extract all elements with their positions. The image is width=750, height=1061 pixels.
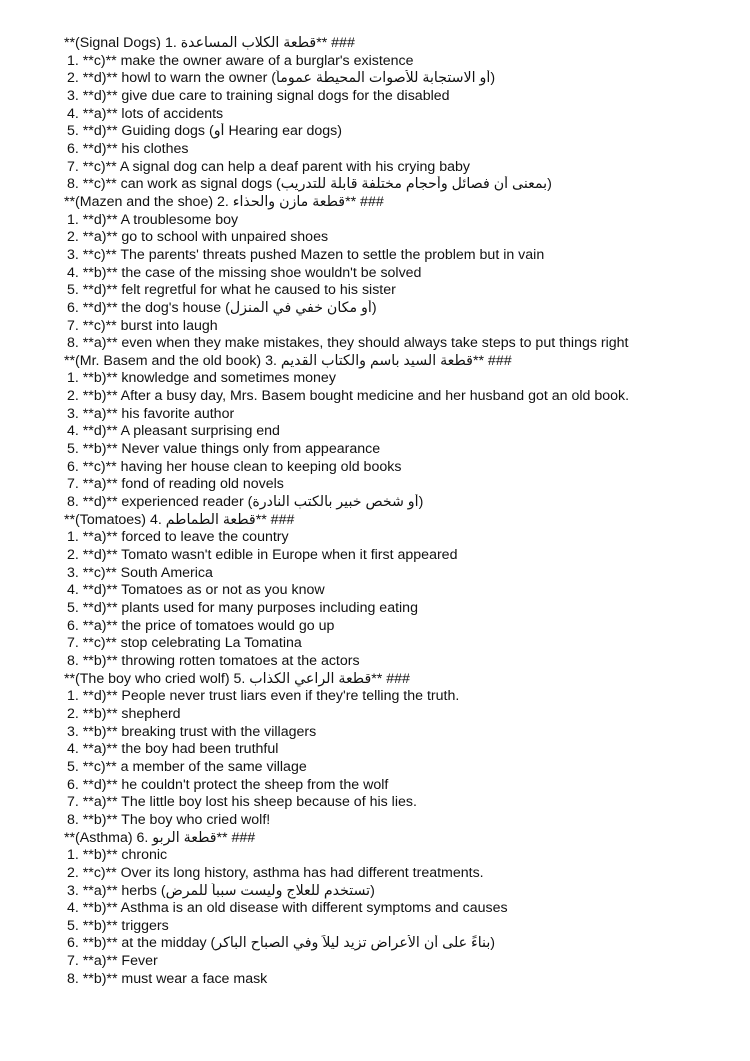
section-6 — [64, 830, 750, 989]
answer-item: 4. **b)** Asthma is an old disease with different symptoms and causes — [67, 900, 508, 917]
answer-item: 3. **b)** breaking trust with the villagers — [67, 723, 317, 740]
answer-item: 5. **d)** plants used for many purposes including eating — [67, 600, 418, 616]
answer-item: 2. **b)** shepherd — [67, 705, 181, 722]
answer-item: 4. **d)** Tomatoes as or not as you know — [67, 582, 325, 599]
answer-item: 3. **a)** herbs (تستخدم للعلاج وليست سبباً للمرض) — [67, 882, 375, 899]
answer-item: 7. **c)** stop celebrating La Tomatina — [67, 635, 302, 652]
answer-item: 7. **a)** Fever — [67, 953, 158, 970]
answer-item: 4. **b)** the case of the missing shoe wouldn't be solved — [67, 264, 422, 281]
answer-item: 5. **d)** Guiding dogs (أو Hearing ear dogs) — [67, 123, 343, 140]
section-heading: **(Mr. Basem and the old book) قطعة السيد باسم والكتاب القديم .3** ### — [64, 352, 512, 369]
answer-item: 5. **c)** a member of the same village — [67, 758, 307, 775]
answer-item: 2. **d)** howl to warn the owner (أو الاستجابة للأصوات المحيطة عموماً) — [67, 70, 496, 87]
answer-item: 5. **b)** Never value things only from appearance — [67, 441, 381, 458]
answer-item: 2. **a)** go to school with unpaired shoes — [67, 229, 329, 246]
answer-item: 3. **c)** South America — [67, 564, 213, 581]
section-heading: **(The boy who cried wolf) قطعة الراعي الكذاب .5** ### — [64, 670, 410, 687]
answer-item: 6. **d)** his clothes — [67, 140, 189, 157]
answer-item: 8. **b)** The boy who cried wolf! — [67, 811, 271, 828]
section-heading: **(Signal Dogs) قطعة الكلاب المساعدة .1** ### — [64, 35, 355, 51]
section-2 — [64, 194, 750, 353]
answer-item: 8. **a)** even when they make mistakes, they should always take steps to put things right — [67, 335, 629, 352]
answer-item: 6. **b)** at the midday (بناءً على أن الأعراض تزيد ليلاً وفي الصباح الباكر) — [67, 935, 496, 952]
section-1 — [64, 35, 750, 194]
answer-item: 1. **b)** knowledge and sometimes money — [67, 370, 336, 387]
answer-item: 3. **a)** his favorite author — [67, 405, 235, 422]
answer-item: 7. **a)** The little boy lost his sheep because of his lies. — [67, 794, 417, 811]
answer-item: 7. **a)** fond of reading old novels — [67, 476, 284, 493]
answer-item: 1. **c)** make the owner aware of a burglar's existence — [67, 52, 414, 69]
answer-item: 7. **c)** A signal dog can help a deaf parent with his crying baby — [67, 158, 471, 175]
answer-item: 4. **a)** lots of accidents — [67, 105, 224, 122]
answer-item: 6. **c)** having her house clean to keeping old books — [67, 458, 402, 475]
answer-item: 8. **b)** throwing rotten tomatoes at the actors — [67, 652, 360, 669]
answer-item: 2. **c)** Over its long history, asthma has had different treatments. — [67, 864, 484, 881]
answer-item: 4. **a)** the boy had been truthful — [67, 741, 279, 758]
section-heading: **(Mazen and the shoe) قطعة مازن والحذاء .2** ### — [64, 193, 384, 210]
answer-item: 6. **d)** the dog's house (أو مكان خفي في المنزل) — [67, 299, 377, 316]
answer-item: 5. **b)** triggers — [67, 917, 169, 934]
answer-item: 8. **b)** must wear a face mask — [67, 970, 268, 987]
answer-item: 1. **a)** forced to leave the country — [67, 529, 289, 546]
answer-item: 1. **b)** chronic — [67, 847, 168, 864]
section-heading: **(Asthma) قطعة الربو .6** ### — [64, 829, 256, 846]
section-3 — [64, 353, 750, 512]
answer-item: 8. **c)** can work as signal dogs (بمعنى أن فصائل وأحجام مختلفة قابلة للتدريب) — [67, 176, 552, 193]
answer-item: 3. **d)** give due care to training signal dogs for the disabled — [67, 87, 450, 104]
answer-item: 2. **b)** After a busy day, Mrs. Basem bought medicine and her husband got an old book. — [67, 388, 630, 405]
answer-item: 2. **d)** Tomato wasn't edible in Europe when it first appeared — [67, 547, 458, 564]
answer-item: 7. **c)** burst into laugh — [67, 317, 218, 334]
answer-item: 6. **a)** the price of tomatoes would go up — [67, 617, 335, 634]
section-4 — [64, 512, 750, 671]
answer-item: 5. **d)** felt regretful for what he caused to his sister — [67, 282, 396, 299]
answer-item: 6. **d)** he couldn't protect the sheep from the wolf — [67, 776, 389, 793]
section-5 — [64, 671, 750, 830]
answer-item: 3. **c)** The parents' threats pushed Mazen to settle the problem but in vain — [67, 246, 545, 263]
answer-item: 4. **d)** A pleasant surprising end — [67, 423, 280, 440]
answer-item: 1. **d)** People never trust liars even if they're telling the truth. — [67, 688, 460, 705]
answer-item: 1. **d)** A troublesome boy — [67, 211, 239, 228]
answer-item: 8. **d)** experienced reader (أو شخص خبير بالكتب النادرة) — [67, 494, 424, 511]
section-heading: **(Tomatoes) قطعة الطماطم .4** ### — [64, 511, 295, 528]
